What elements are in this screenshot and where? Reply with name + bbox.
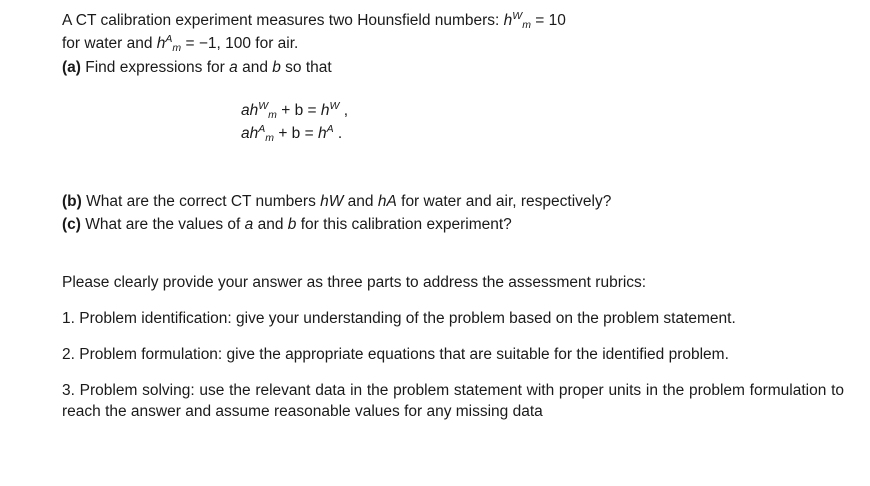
part-a-label: (a) xyxy=(62,59,81,76)
var-ha: hA xyxy=(377,193,397,210)
subscript-m: m xyxy=(265,132,275,144)
rubric-item-solving: 3. Problem solving: use the relevant data in the problem statement with proper units in the problem formulation to reach the answer and assume reasonable values for any missing data xyxy=(62,382,844,420)
superscript-w: W xyxy=(329,100,340,112)
problem-line-1 xyxy=(62,11,566,31)
var-b: b xyxy=(272,59,281,76)
var-b: b xyxy=(287,216,297,233)
var-a: a xyxy=(241,102,250,119)
var-a: a xyxy=(241,125,250,142)
equation-comma: , xyxy=(339,102,349,119)
part-b-text: What are the correct CT numbers xyxy=(81,193,321,210)
problem-text: for water and xyxy=(62,35,157,52)
part-c-label: (c) xyxy=(62,216,81,233)
air-value: = −1, 100 for air. xyxy=(181,35,299,52)
var-h: h xyxy=(317,125,327,142)
part-b-question xyxy=(62,192,611,212)
rubric-item-formulation: 2. Problem formulation: give the appropriate equations that are suitable for the identified problem. xyxy=(62,346,729,363)
var-h: h xyxy=(156,35,166,52)
equation-water xyxy=(241,101,348,121)
part-a-text: so that xyxy=(280,59,332,76)
part-a-text: Find expressions for xyxy=(80,59,230,76)
superscript-w: W xyxy=(512,10,523,22)
subscript-m: m xyxy=(268,109,277,121)
problem-text: A CT calibration experiment measures two Hounsfield numbers: xyxy=(62,12,504,29)
rubric-item-identification: 1. Problem identification: give your understanding of the problem based on the problem statement. xyxy=(62,310,736,327)
var-h: h xyxy=(249,102,259,119)
superscript-a: A xyxy=(165,33,173,45)
equation-operator: + b = xyxy=(276,102,321,119)
var-a: a xyxy=(229,59,238,76)
equation-air xyxy=(241,124,342,144)
var-h: h xyxy=(503,12,513,29)
superscript-a: A xyxy=(258,123,266,135)
part-c-text: for this calibration experiment? xyxy=(296,216,512,233)
water-value: = 10 xyxy=(530,12,566,29)
superscript-w: W xyxy=(258,100,269,112)
part-b-text: for water and air, respectively? xyxy=(396,193,612,210)
rubric-intro: Please clearly provide your answer as three parts to address the assessment rubrics: xyxy=(62,274,647,291)
and-word: and xyxy=(343,193,378,210)
superscript-a: A xyxy=(326,123,334,135)
var-h: h xyxy=(320,102,330,119)
part-a-question xyxy=(62,58,332,78)
equation-operator: + b = xyxy=(274,125,318,142)
var-a: a xyxy=(244,216,254,233)
subscript-m: m xyxy=(522,19,531,31)
var-hw: hW xyxy=(320,193,344,210)
and-word: and xyxy=(237,59,273,76)
part-b-label: (b) xyxy=(62,193,82,210)
var-h: h xyxy=(249,125,259,142)
and-word: and xyxy=(253,216,288,233)
equation-period: . xyxy=(333,125,343,142)
part-c-text: What are the values of xyxy=(80,216,245,233)
problem-line-2 xyxy=(62,34,298,54)
subscript-m: m xyxy=(172,42,182,54)
part-c-question xyxy=(62,215,512,235)
